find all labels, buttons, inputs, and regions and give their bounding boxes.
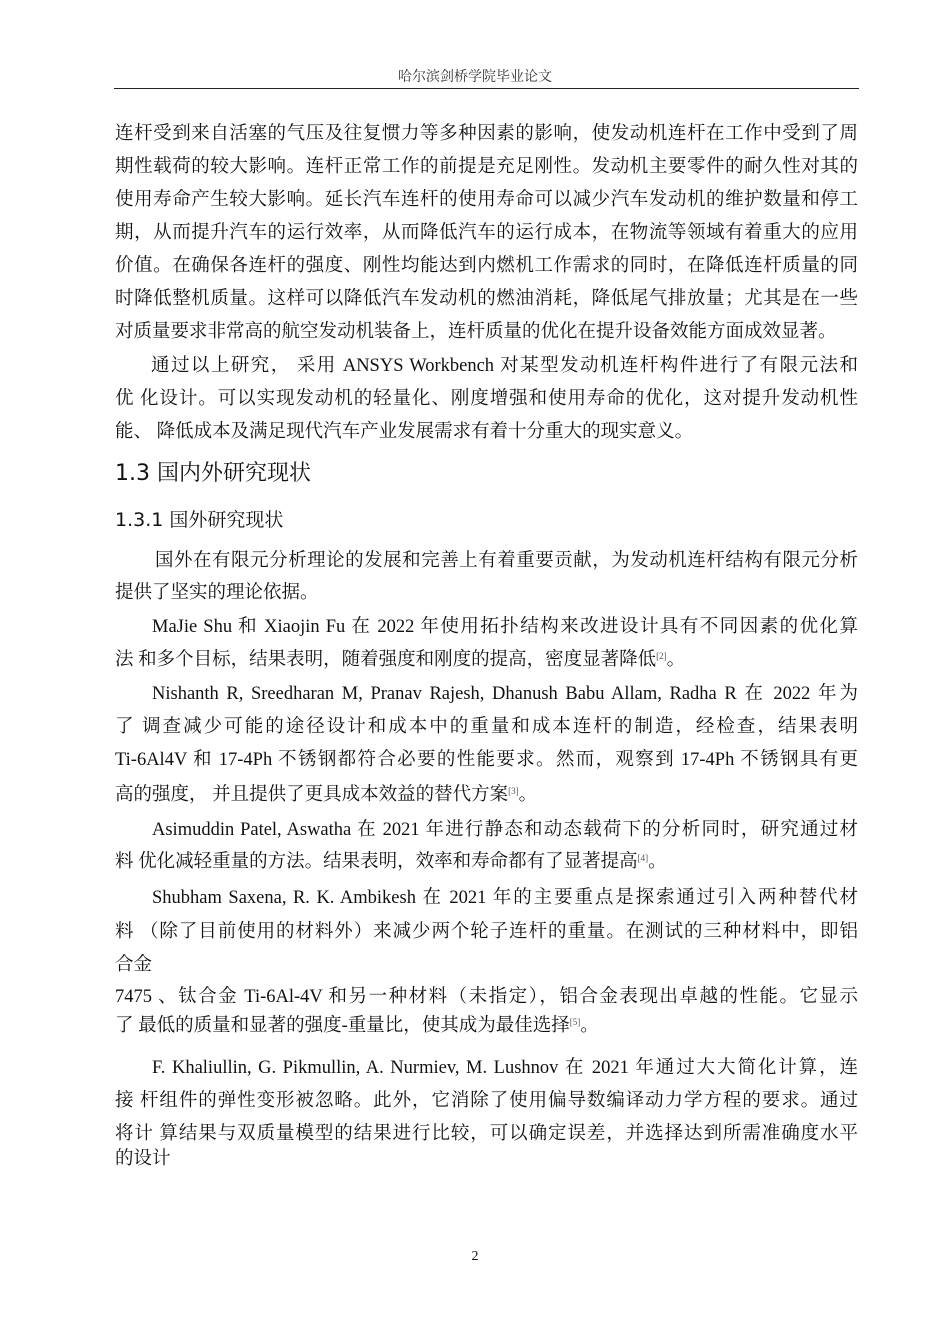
citation-ref[interactable]: [3] (508, 786, 519, 796)
line-text: 使用寿命产生较大影响。延长汽车连杆的使用寿命可以减少汽车发动机的维护数量和停工 (115, 190, 858, 210)
text-line (155, 549, 858, 573)
line-end: 。 (648, 852, 667, 872)
line-end: 。 (666, 650, 686, 670)
citation-ref[interactable]: [5] (569, 1017, 581, 1027)
line-text: 对质量要求非常高的航空发动机装备上，连杆质量的优化在提升设备效能方面成效显著。 (115, 322, 837, 342)
text-line (115, 387, 858, 411)
line-text: 国外在有限元分析理论的发展和完善上有着重要贡献，为发动机连杆结构有限元分析 (155, 551, 858, 571)
line-text: 了 最低的质量和显著的强度-重量比，使其成为最佳选择 (115, 1016, 570, 1036)
line-text: 接 杆组件的弹性变形被忽略。此外，它消除了使用偏导数编译动力学方程的要求。通过 (115, 1091, 858, 1111)
line-text: 通过以上研究， 采用 ANSYS Workbench 对某型发动机连杆构件进行了有限元法和 (151, 356, 858, 376)
text-line (115, 953, 858, 977)
citation-ref[interactable]: [4] (637, 853, 649, 863)
text-line (115, 155, 858, 179)
line-text: 连杆受到来自活塞的气压及往复惯力等多种因素的影响，使发动机连杆在工作中受到了周 (115, 124, 858, 144)
line-text: 7475 、钛合金 Ti-6Al-4V 和另一种材料（未指定），铝合金表现出卓越的性能。它显示 (115, 987, 858, 1007)
text-line (115, 920, 858, 944)
section-heading: 1.3 国内外研究现状 (115, 461, 311, 486)
line-text: 的设计 (115, 1149, 171, 1169)
line-text: 时降低整机质量。这样可以降低汽车发动机的燃油消耗，降低尾气排放量；尤其是在一些 (115, 289, 858, 309)
line-text: Ti-6Al4V 和 17-4Ph 不锈钢都符合必要的性能要求。然而，观察到 17-4Ph 不锈钢具有更 (115, 750, 858, 770)
text-line (115, 122, 858, 146)
text-line (115, 715, 858, 739)
text-line (115, 581, 858, 605)
line-text: MaJie Shu 和 Xiaojin Fu 在 2022 年使用拓扑结构来改进设计具有不同因素的优化算 (152, 617, 858, 637)
citation-ref[interactable]: [2] (656, 651, 667, 661)
header-rule (114, 88, 859, 89)
line-text: 优 化设计。可以实现发动机的轻量化、刚度增强和使用寿命的优化，这对提升发动机性 (115, 389, 858, 409)
subsection-heading: 1.3.1 国外研究现状 (115, 509, 284, 531)
line-text: Asimuddin Patel, Aswatha 在 2021 年进行静态和动态载荷下的分析同时，研究通过材 (152, 820, 858, 840)
line-text: 高的强度， 并且提供了更具成本效益的替代方案 (115, 785, 509, 805)
text-line (115, 188, 858, 212)
text-line (115, 783, 858, 807)
text-line (115, 1122, 858, 1146)
line-end: 。 (518, 785, 538, 805)
text-line (115, 221, 858, 245)
text-line (152, 886, 858, 910)
text-line (152, 682, 858, 706)
text-line (115, 748, 858, 772)
line-text: 提供了坚实的理论依据。 (115, 583, 319, 603)
page-number: 2 (471, 1249, 479, 1264)
text-line (152, 1056, 858, 1080)
text-line (115, 287, 858, 311)
text-line (115, 1147, 858, 1171)
line-text: Nishanth R, Sreedharan M, Pranav Rajesh, Dhanush Babu Allam, Radha R 在 2022 年为 (152, 684, 858, 704)
line-text: 能、 降低成本及满足现代汽车产业发展需求有着十分重大的现实意义。 (115, 422, 694, 442)
text-line (115, 254, 858, 278)
text-line (115, 1089, 858, 1113)
line-text: 法 和多个目标，结果表明，随着强度和刚度的提高，密度显著降低 (115, 650, 657, 670)
line-text: F. Khaliullin, G. Pikmullin, A. Nurmiev, M. Lushnov 在 2021 年通过大大简化计算，连 (152, 1058, 858, 1078)
line-text: Shubham Saxena, R. K. Ambikesh 在 2021 年的主要重点是探索通过引入两种替代材 (152, 888, 858, 908)
text-line (152, 615, 858, 639)
line-text: 料 （除了目前使用的材料外）来减少两个轮子连杆的重量。在测试的三种材料中，即铝 (115, 922, 858, 942)
text-line (115, 850, 858, 874)
line-end: 。 (580, 1016, 599, 1036)
line-text: 价值。在确保各连杆的强度、刚性均能达到内燃机工作需求的同时，在降低连杆质量的同 (115, 256, 858, 276)
running-header: 哈尔滨剑桥学院毕业论文 (398, 70, 552, 85)
line-text: 了 调查减少可能的途径设计和成本中的重量和成本连杆的制造，经检查，结果表明 (115, 717, 858, 737)
line-text: 合金 (115, 955, 153, 975)
text-line (115, 1014, 858, 1038)
line-text: 期，从而提升汽车的运行效率，从而降低汽车的运行成本，在物流等领域有着重大的应用 (115, 223, 858, 243)
text-line (151, 354, 858, 378)
text-line (115, 648, 858, 672)
text-line (115, 320, 858, 344)
text-line (115, 420, 858, 444)
line-text: 将计 算结果与双质量模型的结果进行比较，可以确定误差，并选择达到所需准确度水平 (115, 1124, 858, 1144)
text-line (152, 818, 858, 842)
line-text: 料 优化减轻重量的方法。结果表明，效率和寿命都有了显著提高 (115, 852, 638, 872)
text-line (115, 985, 858, 1009)
line-text: 期性载荷的较大影响。连杆正常工作的前提是充足刚性。发动机主要零件的耐久性对其的 (115, 157, 858, 177)
